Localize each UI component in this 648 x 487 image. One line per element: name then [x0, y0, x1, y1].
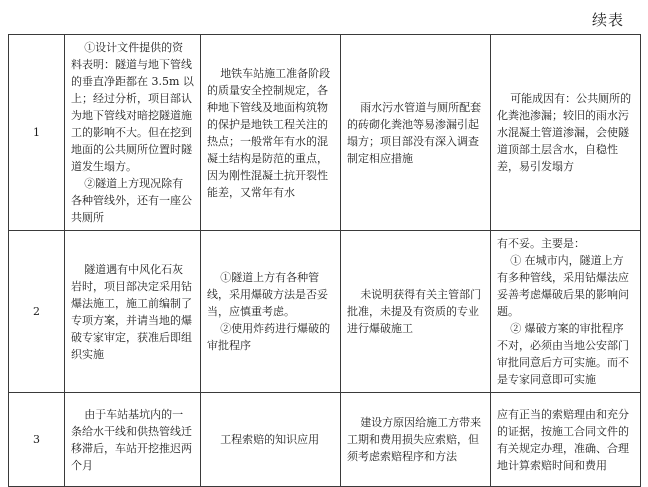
analysis-cell	[341, 35, 491, 231]
knowledge-point-cell	[201, 35, 341, 231]
row-number: 2	[9, 231, 65, 393]
knowledge-point-cell	[201, 231, 341, 393]
table-row	[9, 231, 641, 393]
case-fact-cell	[65, 231, 201, 393]
answer-cell	[491, 35, 641, 231]
analysis-table	[8, 34, 641, 487]
knowledge-point-cell	[201, 393, 341, 487]
cell-paragraph: 雨水污水管道与厕所配套的砖砌化粪池等易渗漏引起塌方；项目部没有深入调查制定相应措施	[347, 100, 482, 165]
cell-paragraph: ①设计文件提供的资料表明：隧道与地下管线的垂直净距都在 3.5m 以上；经过分析，项目部认为地下管线对暗挖隧道施工的影响不大。但在挖到地面的公共厕所位置时隧道发生塌方。	[71, 41, 194, 173]
table-row	[9, 35, 641, 231]
cell-paragraph: ②使用炸药进行爆破的审批程序	[207, 322, 331, 352]
cell-paragraph: 未说明获得有关主管部门批准，未提及有资质的专业进行爆破施工	[347, 288, 482, 335]
case-fact-cell	[65, 35, 201, 231]
case-fact-cell	[65, 393, 201, 487]
answer-cell	[491, 231, 641, 393]
cell-paragraph: 由于车站基坑内的一条给水干线和供热管线迁移滞后，车站开挖推迟两个月	[71, 407, 192, 472]
table-row	[9, 393, 641, 487]
row-number: 3	[9, 393, 65, 487]
analysis-cell	[341, 393, 491, 487]
table-caption: 续表	[591, 11, 624, 29]
cell-paragraph: 隧道遇有中风化石灰岩时，项目部决定采用钻爆法施工，施工前编制了专项方案，并请当地的爆破专家审定，获准后即组织实施	[71, 262, 192, 361]
cell-paragraph: ② 爆破方案的审批程序不对，必须由当地公安部门审批同意后方可实施。而不是专家同意即可实施	[497, 322, 629, 386]
cell-paragraph: ①隧道上方有各种管线，采用爆破方法是否妥当，应慎重考虑。	[207, 271, 328, 318]
cell-paragraph: ① 在城市内，隧道上方有多种管线，采用钻爆法应妥善考虑爆破后果的影响问题。	[497, 254, 629, 318]
answer-cell	[491, 393, 641, 487]
cell-paragraph: 工程索赔的知识应用	[220, 433, 320, 446]
row-number: 1	[9, 35, 65, 231]
cell-paragraph: 可能成因有：公共厕所的化粪池渗漏；较旧的雨水污水混凝土管道渗漏，会使隧道顶部土层含水，自稳性差，易引发塌方	[497, 92, 632, 173]
cell-paragraph: ②隧道上方现况除有各种管线外，还有一座公共厕所	[71, 177, 192, 224]
cell-paragraph: 建设方原因给施工方带来工期和费用损失应索赔，但须考虑索赔程序和方法	[347, 416, 482, 463]
cell-paragraph: 有不妥。主要是：	[497, 237, 585, 250]
cell-paragraph: 地铁车站施工准备阶段的质量安全控制规定，各种地下管线及地面构筑物的保护是地铁工程关注的热点；一般常年有水的混凝土结构是防范的重点，因为刚性混凝土抗开裂性能差，又常年有水	[207, 66, 331, 199]
analysis-cell	[341, 231, 491, 393]
cell-paragraph: 应有正当的索赔理由和充分的证据，按施工合同文件的有关规定办理，准确、合理地计算索赔时间和费用	[497, 407, 629, 472]
